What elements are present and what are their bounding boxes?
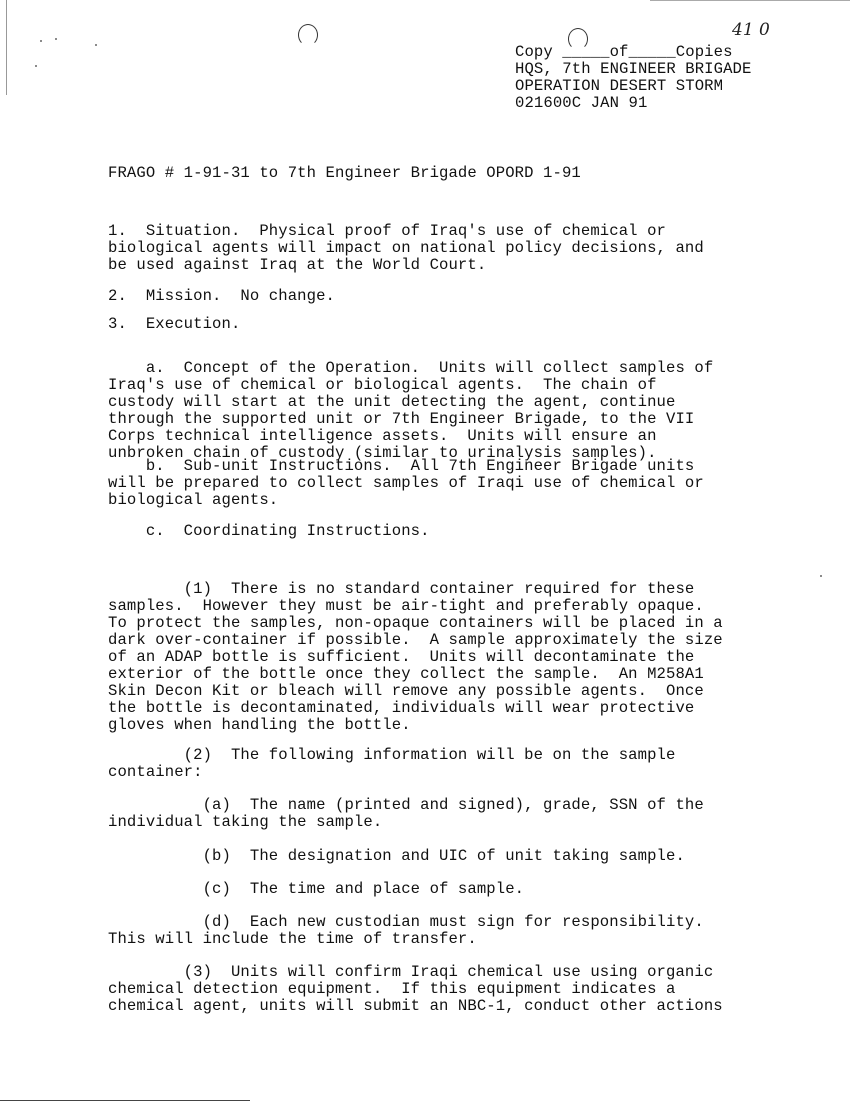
para-3b-subunit xyxy=(108,458,704,509)
para-3c2b xyxy=(108,848,685,865)
header-line: HQS, 7th ENGINEER BRIGADE xyxy=(515,60,752,78)
scan-speck xyxy=(820,575,822,577)
paragraph-line: biological agents. xyxy=(108,491,279,509)
document-title: FRAGO # 1-91-31 to 7th Engineer Brigade OPORD 1-91 xyxy=(108,164,581,182)
scan-speck xyxy=(40,40,42,42)
handwritten-page-mark: 41 0 xyxy=(732,20,770,40)
paragraph-line: exterior of the bottle once they collect the sample. An M258A1 xyxy=(108,665,704,683)
paragraph-line: dark over-container if possible. A sample approximately the size xyxy=(108,631,723,649)
paragraph-line: will be prepared to collect samples of Iraqi use of chemical or xyxy=(108,474,704,492)
header-line: 021600C JAN 91 xyxy=(515,94,648,112)
scan-edge-line xyxy=(6,0,7,95)
paragraph-line: a. Concept of the Operation. Units will collect samples of xyxy=(108,359,714,377)
para-3c3 xyxy=(108,964,723,1015)
paragraph-line: be used against Iraq at the World Court. xyxy=(108,256,487,274)
paragraph-line: through the supported unit or 7th Engineer Brigade, to the VII xyxy=(108,410,695,428)
paragraph-line: To protect the samples, non-opaque containers will be placed in a xyxy=(108,614,723,632)
paragraph-line: This will include the time of transfer. xyxy=(108,930,477,948)
header-line: OPERATION DESERT STORM xyxy=(515,77,724,95)
paragraph-line: (b) The designation and UIC of unit taking sample. xyxy=(108,847,685,865)
para-1-situation xyxy=(108,223,704,274)
paragraph-line: samples. However they must be air-tight and preferably opaque. xyxy=(108,597,704,615)
paragraph-line: Iraq's use of chemical or biological agents. The chain of xyxy=(108,376,657,394)
para-3c2a xyxy=(108,797,704,831)
paragraph-line: b. Sub-unit Instructions. All 7th Engineer Brigade units xyxy=(108,457,695,475)
header-line: Copy _____of_____Copies xyxy=(515,43,733,61)
paragraph-line: 3. Execution. xyxy=(108,315,241,333)
scan-edge-line xyxy=(650,0,850,1)
paragraph-line: (d) Each new custodian must sign for responsibility. xyxy=(108,913,704,931)
paragraph-line: biological agents will impact on national policy decisions, and xyxy=(108,239,704,257)
paragraph-line: Corps technical intelligence assets. Units will ensure an xyxy=(108,427,657,445)
paragraph-line: container: xyxy=(108,763,203,781)
paragraph-line: Skin Decon Kit or bleach will remove any possible agents. Once xyxy=(108,682,704,700)
para-3c2 xyxy=(108,747,675,781)
paragraph-line: custody will start at the unit detecting the agent, continue xyxy=(108,393,676,411)
para-3a-concept xyxy=(108,360,713,462)
paragraph-line: the bottle is decontaminated, individuals will wear protective xyxy=(108,699,695,717)
paragraph-line: (a) The name (printed and signed), grade, SSN of the xyxy=(108,796,704,814)
scan-speck xyxy=(35,65,37,67)
para-3-execution xyxy=(108,316,240,333)
paragraph-line: 1. Situation. Physical proof of Iraq's use of chemical or xyxy=(108,222,667,240)
para-3c-coordinating xyxy=(108,523,430,540)
para-3c2c xyxy=(108,881,524,898)
para-3c2d xyxy=(108,914,704,948)
paragraph-line: (1) There is no standard container required for these xyxy=(108,580,695,598)
paragraph-line: gloves when handling the bottle. xyxy=(108,716,411,734)
paragraph-line: (2) The following information will be on the sample xyxy=(108,746,676,764)
scan-speck xyxy=(55,38,57,40)
punch-hole-mark xyxy=(298,24,318,46)
scan-speck xyxy=(95,44,97,46)
document-header xyxy=(515,44,751,112)
paragraph-line: chemical agent, units will submit an NBC-1, conduct other actions xyxy=(108,997,723,1015)
para-2-mission xyxy=(108,288,335,305)
para-3c1 xyxy=(108,581,723,734)
paragraph-line: chemical detection equipment. If this equipment indicates a xyxy=(108,980,676,998)
paragraph-line: 2. Mission. No change. xyxy=(108,287,335,305)
paragraph-line: c. Coordinating Instructions. xyxy=(108,522,430,540)
paragraph-line: (3) Units will confirm Iraqi chemical use using organic xyxy=(108,963,714,981)
paragraph-line: (c) The time and place of sample. xyxy=(108,880,525,898)
paragraph-line: individual taking the sample. xyxy=(108,813,383,831)
paragraph-line: of an ADAP bottle is sufficient. Units will decontaminate the xyxy=(108,648,695,666)
page-bottom-rule xyxy=(0,1100,250,1101)
paragraph-line: unbroken chain of custody (similar to urinalysis samples). xyxy=(108,444,657,462)
